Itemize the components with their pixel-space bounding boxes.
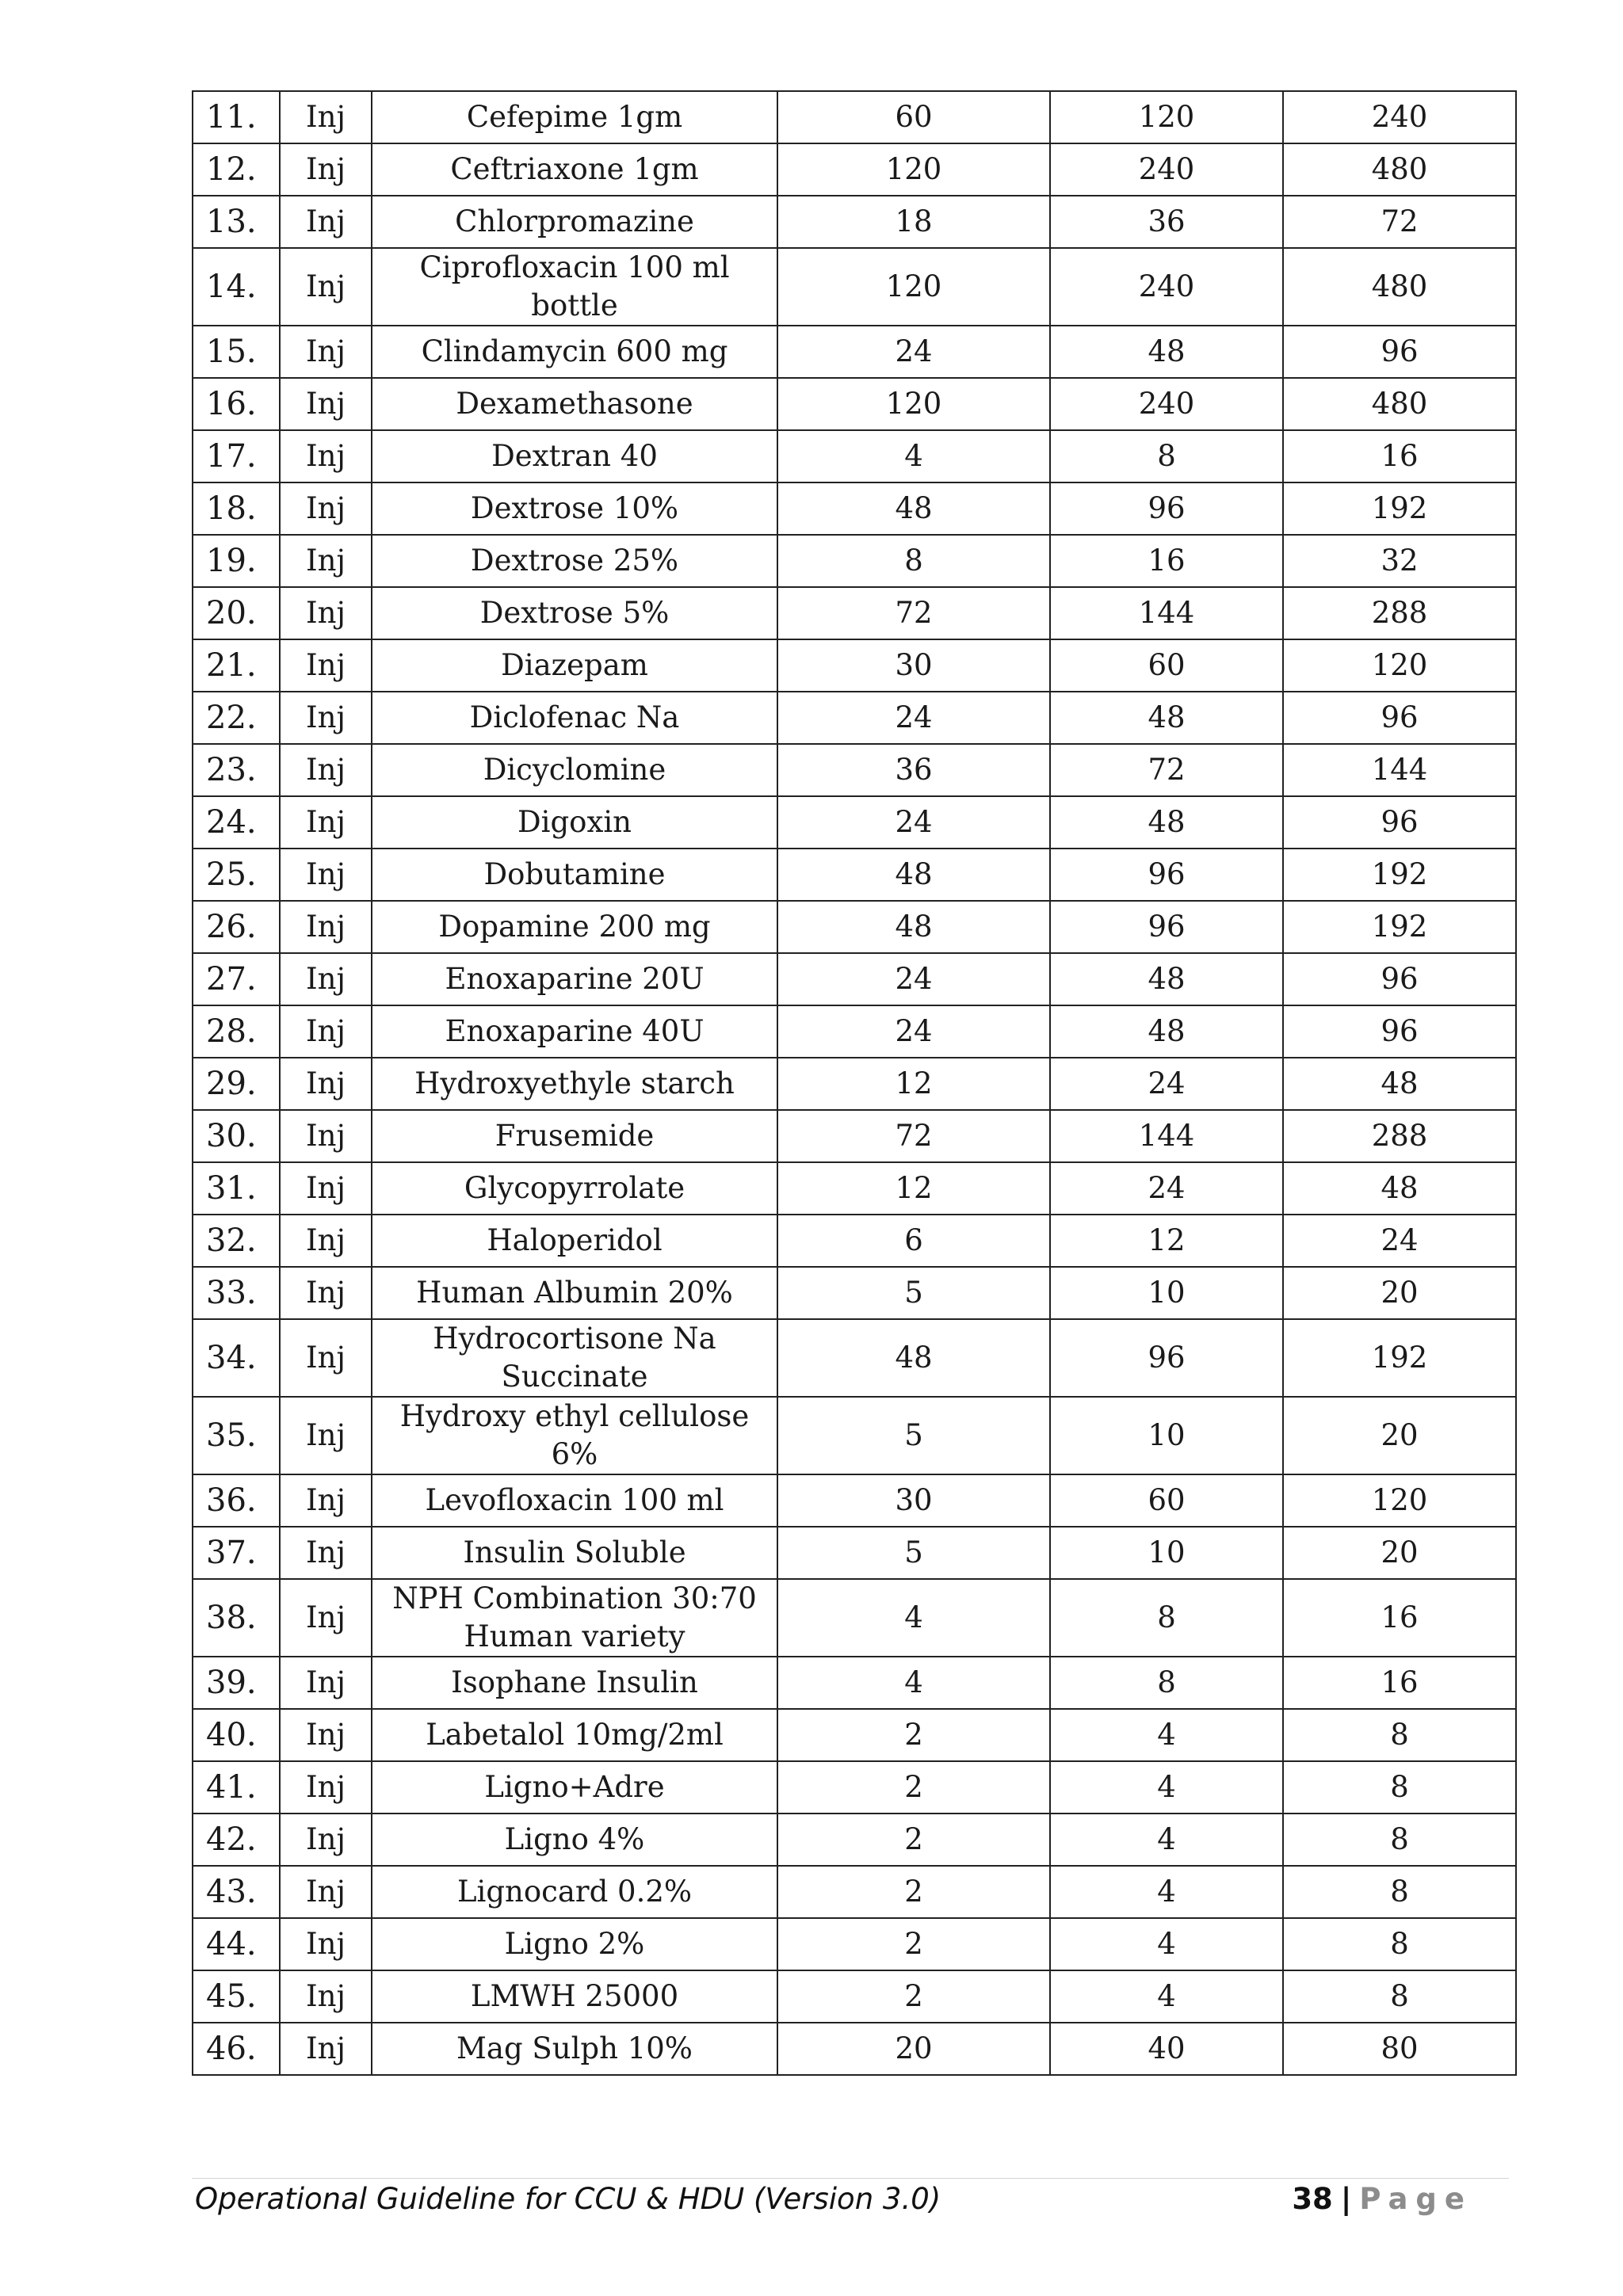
drug-name-cell: Hydrocortisone Na Succinate bbox=[372, 1319, 777, 1397]
quantity-col3-cell: 96 bbox=[1283, 692, 1516, 744]
dosage-form-cell: Inj bbox=[280, 1110, 372, 1162]
quantity-col2-cell: 48 bbox=[1050, 953, 1283, 1005]
dosage-form-cell: Inj bbox=[280, 535, 372, 587]
quantity-col3-cell: 20 bbox=[1283, 1267, 1516, 1319]
quantity-col2-cell: 72 bbox=[1050, 744, 1283, 796]
quantity-col2-cell: 8 bbox=[1050, 1657, 1283, 1709]
footer-page-indicator bbox=[1292, 2182, 1472, 2216]
dosage-form-cell: Inj bbox=[280, 1267, 372, 1319]
quantity-col1-cell: 12 bbox=[777, 1162, 1050, 1215]
serial-number-cell: 16. bbox=[193, 378, 280, 430]
drug-name-cell: Labetalol 10mg/2ml bbox=[372, 1709, 777, 1761]
quantity-col2-cell: 4 bbox=[1050, 1761, 1283, 1814]
page-separator: | bbox=[1340, 2182, 1352, 2216]
quantity-col2-cell: 10 bbox=[1050, 1267, 1283, 1319]
quantity-col2-cell: 40 bbox=[1050, 2023, 1283, 2075]
table-row bbox=[193, 1918, 1516, 1970]
serial-number-cell: 27. bbox=[193, 953, 280, 1005]
serial-number-cell: 14. bbox=[193, 248, 280, 326]
serial-number-cell: 38. bbox=[193, 1579, 280, 1657]
page-word: Page bbox=[1359, 2182, 1472, 2216]
table-row bbox=[193, 248, 1516, 326]
quantity-col3-cell: 192 bbox=[1283, 849, 1516, 901]
table-body bbox=[193, 91, 1516, 2075]
quantity-col1-cell: 24 bbox=[777, 692, 1050, 744]
dosage-form-cell: Inj bbox=[280, 1162, 372, 1215]
quantity-col3-cell: 80 bbox=[1283, 2023, 1516, 2075]
quantity-col2-cell: 96 bbox=[1050, 901, 1283, 953]
dosage-form-cell: Inj bbox=[280, 2023, 372, 2075]
quantity-col2-cell: 60 bbox=[1050, 639, 1283, 692]
quantity-col1-cell: 24 bbox=[777, 326, 1050, 378]
table-row bbox=[193, 1215, 1516, 1267]
dosage-form-cell: Inj bbox=[280, 1397, 372, 1474]
quantity-col1-cell: 2 bbox=[777, 1709, 1050, 1761]
drug-name-cell: NPH Combination 30:70 Human variety bbox=[372, 1579, 777, 1657]
dosage-form-cell: Inj bbox=[280, 1814, 372, 1866]
dosage-form-cell: Inj bbox=[280, 430, 372, 482]
serial-number-cell: 23. bbox=[193, 744, 280, 796]
quantity-col3-cell: 16 bbox=[1283, 430, 1516, 482]
table-row bbox=[193, 1397, 1516, 1474]
quantity-col2-cell: 48 bbox=[1050, 326, 1283, 378]
table-row bbox=[193, 692, 1516, 744]
serial-number-cell: 43. bbox=[193, 1866, 280, 1918]
quantity-col3-cell: 8 bbox=[1283, 1918, 1516, 1970]
quantity-col2-cell: 10 bbox=[1050, 1527, 1283, 1579]
quantity-col1-cell: 72 bbox=[777, 1110, 1050, 1162]
quantity-col1-cell: 18 bbox=[777, 196, 1050, 248]
quantity-col2-cell: 240 bbox=[1050, 378, 1283, 430]
table-row bbox=[193, 1162, 1516, 1215]
serial-number-cell: 12. bbox=[193, 143, 280, 196]
table-row bbox=[193, 1970, 1516, 2023]
quantity-col1-cell: 120 bbox=[777, 143, 1050, 196]
serial-number-cell: 45. bbox=[193, 1970, 280, 2023]
quantity-col3-cell: 8 bbox=[1283, 1709, 1516, 1761]
drug-name-cell: Dobutamine bbox=[372, 849, 777, 901]
table-row bbox=[193, 587, 1516, 639]
drug-name-cell: Chlorpromazine bbox=[372, 196, 777, 248]
drug-name-cell: Hydroxyethyle starch bbox=[372, 1058, 777, 1110]
quantity-col3-cell: 16 bbox=[1283, 1579, 1516, 1657]
table-row bbox=[193, 1527, 1516, 1579]
quantity-col1-cell: 48 bbox=[777, 1319, 1050, 1397]
table-row bbox=[193, 482, 1516, 535]
drug-name-cell: Glycopyrrolate bbox=[372, 1162, 777, 1215]
serial-number-cell: 15. bbox=[193, 326, 280, 378]
quantity-col1-cell: 4 bbox=[777, 430, 1050, 482]
quantity-col2-cell: 4 bbox=[1050, 1866, 1283, 1918]
dosage-form-cell: Inj bbox=[280, 849, 372, 901]
drug-name-cell: Dextran 40 bbox=[372, 430, 777, 482]
quantity-col2-cell: 16 bbox=[1050, 535, 1283, 587]
drug-name-cell: Dexamethasone bbox=[372, 378, 777, 430]
quantity-col1-cell: 4 bbox=[777, 1657, 1050, 1709]
drug-name-cell: Haloperidol bbox=[372, 1215, 777, 1267]
serial-number-cell: 41. bbox=[193, 1761, 280, 1814]
table-row bbox=[193, 639, 1516, 692]
drug-name-cell: Levofloxacin 100 ml bbox=[372, 1474, 777, 1527]
table-row bbox=[193, 744, 1516, 796]
dosage-form-cell: Inj bbox=[280, 378, 372, 430]
serial-number-cell: 30. bbox=[193, 1110, 280, 1162]
quantity-col2-cell: 36 bbox=[1050, 196, 1283, 248]
table-row bbox=[193, 1110, 1516, 1162]
quantity-col3-cell: 480 bbox=[1283, 248, 1516, 326]
quantity-col3-cell: 240 bbox=[1283, 91, 1516, 143]
dosage-form-cell: Inj bbox=[280, 692, 372, 744]
serial-number-cell: 28. bbox=[193, 1005, 280, 1058]
drug-name-cell: Ligno 2% bbox=[372, 1918, 777, 1970]
table-row bbox=[193, 535, 1516, 587]
quantity-col1-cell: 48 bbox=[777, 482, 1050, 535]
quantity-col1-cell: 36 bbox=[777, 744, 1050, 796]
drug-name-cell: Diclofenac Na bbox=[372, 692, 777, 744]
quantity-col3-cell: 120 bbox=[1283, 639, 1516, 692]
dosage-form-cell: Inj bbox=[280, 1579, 372, 1657]
serial-number-cell: 40. bbox=[193, 1709, 280, 1761]
dosage-form-cell: Inj bbox=[280, 1527, 372, 1579]
dosage-form-cell: Inj bbox=[280, 1319, 372, 1397]
dosage-form-cell: Inj bbox=[280, 143, 372, 196]
serial-number-cell: 33. bbox=[193, 1267, 280, 1319]
quantity-col1-cell: 4 bbox=[777, 1579, 1050, 1657]
table-row bbox=[193, 1709, 1516, 1761]
serial-number-cell: 24. bbox=[193, 796, 280, 849]
dosage-form-cell: Inj bbox=[280, 1005, 372, 1058]
drug-name-cell: Dextrose 5% bbox=[372, 587, 777, 639]
quantity-col2-cell: 96 bbox=[1050, 849, 1283, 901]
quantity-col1-cell: 72 bbox=[777, 587, 1050, 639]
quantity-col3-cell: 8 bbox=[1283, 1814, 1516, 1866]
drug-name-cell: Ligno 4% bbox=[372, 1814, 777, 1866]
table-row bbox=[193, 1058, 1516, 1110]
dosage-form-cell: Inj bbox=[280, 639, 372, 692]
quantity-col3-cell: 24 bbox=[1283, 1215, 1516, 1267]
quantity-col3-cell: 288 bbox=[1283, 1110, 1516, 1162]
quantity-col1-cell: 24 bbox=[777, 796, 1050, 849]
table-row bbox=[193, 1814, 1516, 1866]
quantity-col1-cell: 8 bbox=[777, 535, 1050, 587]
quantity-col1-cell: 30 bbox=[777, 1474, 1050, 1527]
drug-name-cell: Lignocard 0.2% bbox=[372, 1866, 777, 1918]
quantity-col3-cell: 8 bbox=[1283, 1866, 1516, 1918]
table-row bbox=[193, 430, 1516, 482]
drug-name-cell: LMWH 25000 bbox=[372, 1970, 777, 2023]
serial-number-cell: 35. bbox=[193, 1397, 280, 1474]
quantity-col2-cell: 4 bbox=[1050, 1970, 1283, 2023]
quantity-col3-cell: 120 bbox=[1283, 1474, 1516, 1527]
drug-name-cell: Clindamycin 600 mg bbox=[372, 326, 777, 378]
drug-name-cell: Cefepime 1gm bbox=[372, 91, 777, 143]
quantity-col1-cell: 2 bbox=[777, 1814, 1050, 1866]
quantity-col1-cell: 24 bbox=[777, 953, 1050, 1005]
serial-number-cell: 42. bbox=[193, 1814, 280, 1866]
quantity-col2-cell: 8 bbox=[1050, 1579, 1283, 1657]
dosage-form-cell: Inj bbox=[280, 482, 372, 535]
serial-number-cell: 11. bbox=[193, 91, 280, 143]
quantity-col2-cell: 12 bbox=[1050, 1215, 1283, 1267]
drug-quantity-table bbox=[192, 90, 1517, 2076]
quantity-col3-cell: 192 bbox=[1283, 901, 1516, 953]
quantity-col3-cell: 20 bbox=[1283, 1397, 1516, 1474]
quantity-col2-cell: 60 bbox=[1050, 1474, 1283, 1527]
quantity-col2-cell: 144 bbox=[1050, 1110, 1283, 1162]
table-row bbox=[193, 378, 1516, 430]
quantity-col3-cell: 480 bbox=[1283, 378, 1516, 430]
drug-name-cell: Ligno+Adre bbox=[372, 1761, 777, 1814]
serial-number-cell: 21. bbox=[193, 639, 280, 692]
serial-number-cell: 31. bbox=[193, 1162, 280, 1215]
table-row bbox=[193, 1005, 1516, 1058]
table-row bbox=[193, 1319, 1516, 1397]
drug-name-cell: Ciprofloxacin 100 ml bottle bbox=[372, 248, 777, 326]
drug-name-cell: Human Albumin 20% bbox=[372, 1267, 777, 1319]
table-row bbox=[193, 326, 1516, 378]
table-row bbox=[193, 91, 1516, 143]
quantity-col1-cell: 5 bbox=[777, 1267, 1050, 1319]
drug-name-cell: Dicyclomine bbox=[372, 744, 777, 796]
footer-divider bbox=[192, 2178, 1509, 2179]
quantity-col3-cell: 8 bbox=[1283, 1761, 1516, 1814]
table-row bbox=[193, 1866, 1516, 1918]
serial-number-cell: 19. bbox=[193, 535, 280, 587]
quantity-col2-cell: 240 bbox=[1050, 143, 1283, 196]
quantity-col1-cell: 5 bbox=[777, 1397, 1050, 1474]
serial-number-cell: 18. bbox=[193, 482, 280, 535]
dosage-form-cell: Inj bbox=[280, 196, 372, 248]
dosage-form-cell: Inj bbox=[280, 1058, 372, 1110]
quantity-col3-cell: 192 bbox=[1283, 1319, 1516, 1397]
dosage-form-cell: Inj bbox=[280, 953, 372, 1005]
table-row bbox=[193, 901, 1516, 953]
quantity-col1-cell: 12 bbox=[777, 1058, 1050, 1110]
dosage-form-cell: Inj bbox=[280, 1709, 372, 1761]
quantity-col1-cell: 60 bbox=[777, 91, 1050, 143]
quantity-col3-cell: 48 bbox=[1283, 1162, 1516, 1215]
drug-name-cell: Digoxin bbox=[372, 796, 777, 849]
quantity-col3-cell: 288 bbox=[1283, 587, 1516, 639]
serial-number-cell: 34. bbox=[193, 1319, 280, 1397]
quantity-col1-cell: 5 bbox=[777, 1527, 1050, 1579]
quantity-col2-cell: 24 bbox=[1050, 1058, 1283, 1110]
quantity-col2-cell: 24 bbox=[1050, 1162, 1283, 1215]
dosage-form-cell: Inj bbox=[280, 587, 372, 639]
serial-number-cell: 29. bbox=[193, 1058, 280, 1110]
dosage-form-cell: Inj bbox=[280, 1970, 372, 2023]
table-row bbox=[193, 2023, 1516, 2075]
quantity-col2-cell: 4 bbox=[1050, 1814, 1283, 1866]
dosage-form-cell: Inj bbox=[280, 796, 372, 849]
quantity-col1-cell: 2 bbox=[777, 1866, 1050, 1918]
quantity-col1-cell: 120 bbox=[777, 378, 1050, 430]
table-row bbox=[193, 849, 1516, 901]
quantity-col2-cell: 48 bbox=[1050, 692, 1283, 744]
serial-number-cell: 26. bbox=[193, 901, 280, 953]
serial-number-cell: 46. bbox=[193, 2023, 280, 2075]
table-row bbox=[193, 1474, 1516, 1527]
quantity-col3-cell: 480 bbox=[1283, 143, 1516, 196]
drug-name-cell: Mag Sulph 10% bbox=[372, 2023, 777, 2075]
quantity-col2-cell: 48 bbox=[1050, 1005, 1283, 1058]
drug-name-cell: Frusemide bbox=[372, 1110, 777, 1162]
drug-name-cell: Isophane Insulin bbox=[372, 1657, 777, 1709]
table-row bbox=[193, 196, 1516, 248]
quantity-col2-cell: 48 bbox=[1050, 796, 1283, 849]
quantity-col2-cell: 10 bbox=[1050, 1397, 1283, 1474]
quantity-col3-cell: 192 bbox=[1283, 482, 1516, 535]
quantity-col2-cell: 4 bbox=[1050, 1709, 1283, 1761]
serial-number-cell: 44. bbox=[193, 1918, 280, 1970]
quantity-col3-cell: 48 bbox=[1283, 1058, 1516, 1110]
quantity-col1-cell: 48 bbox=[777, 849, 1050, 901]
quantity-col1-cell: 2 bbox=[777, 1918, 1050, 1970]
quantity-col2-cell: 96 bbox=[1050, 1319, 1283, 1397]
serial-number-cell: 32. bbox=[193, 1215, 280, 1267]
quantity-col3-cell: 96 bbox=[1283, 1005, 1516, 1058]
quantity-col1-cell: 48 bbox=[777, 901, 1050, 953]
quantity-col2-cell: 120 bbox=[1050, 91, 1283, 143]
dosage-form-cell: Inj bbox=[280, 1474, 372, 1527]
quantity-col1-cell: 30 bbox=[777, 639, 1050, 692]
quantity-col3-cell: 96 bbox=[1283, 326, 1516, 378]
page-number: 38 bbox=[1292, 2182, 1333, 2216]
quantity-col3-cell: 16 bbox=[1283, 1657, 1516, 1709]
dosage-form-cell: Inj bbox=[280, 1657, 372, 1709]
quantity-col3-cell: 32 bbox=[1283, 535, 1516, 587]
quantity-col3-cell: 72 bbox=[1283, 196, 1516, 248]
dosage-form-cell: Inj bbox=[280, 91, 372, 143]
serial-number-cell: 22. bbox=[193, 692, 280, 744]
quantity-col3-cell: 96 bbox=[1283, 953, 1516, 1005]
dosage-form-cell: Inj bbox=[280, 901, 372, 953]
serial-number-cell: 17. bbox=[193, 430, 280, 482]
table-row bbox=[193, 1761, 1516, 1814]
table-row bbox=[193, 1657, 1516, 1709]
drug-name-cell: Ceftriaxone 1gm bbox=[372, 143, 777, 196]
drug-name-cell: Dextrose 10% bbox=[372, 482, 777, 535]
dosage-form-cell: Inj bbox=[280, 1215, 372, 1267]
footer-document-title: Operational Guideline for CCU & HDU (Version 3.0) bbox=[195, 2182, 941, 2216]
drug-name-cell: Dextrose 25% bbox=[372, 535, 777, 587]
quantity-col1-cell: 2 bbox=[777, 1761, 1050, 1814]
dosage-form-cell: Inj bbox=[280, 744, 372, 796]
drug-name-cell: Dopamine 200 mg bbox=[372, 901, 777, 953]
table-row bbox=[193, 953, 1516, 1005]
drug-name-cell: Insulin Soluble bbox=[372, 1527, 777, 1579]
serial-number-cell: 25. bbox=[193, 849, 280, 901]
quantity-col2-cell: 4 bbox=[1050, 1918, 1283, 1970]
serial-number-cell: 36. bbox=[193, 1474, 280, 1527]
quantity-col1-cell: 2 bbox=[777, 1970, 1050, 2023]
quantity-col2-cell: 8 bbox=[1050, 430, 1283, 482]
quantity-col3-cell: 8 bbox=[1283, 1970, 1516, 2023]
quantity-col3-cell: 144 bbox=[1283, 744, 1516, 796]
dosage-form-cell: Inj bbox=[280, 1761, 372, 1814]
serial-number-cell: 13. bbox=[193, 196, 280, 248]
dosage-form-cell: Inj bbox=[280, 1918, 372, 1970]
drug-name-cell: Hydroxy ethyl cellulose 6% bbox=[372, 1397, 777, 1474]
quantity-col2-cell: 96 bbox=[1050, 482, 1283, 535]
serial-number-cell: 37. bbox=[193, 1527, 280, 1579]
serial-number-cell: 39. bbox=[193, 1657, 280, 1709]
dosage-form-cell: Inj bbox=[280, 248, 372, 326]
table-row bbox=[193, 1579, 1516, 1657]
drug-name-cell: Enoxaparine 20U bbox=[372, 953, 777, 1005]
dosage-form-cell: Inj bbox=[280, 1866, 372, 1918]
quantity-col2-cell: 144 bbox=[1050, 587, 1283, 639]
quantity-col1-cell: 120 bbox=[777, 248, 1050, 326]
drug-name-cell: Enoxaparine 40U bbox=[372, 1005, 777, 1058]
drug-name-cell: Diazepam bbox=[372, 639, 777, 692]
table-row bbox=[193, 796, 1516, 849]
table-row bbox=[193, 143, 1516, 196]
table-row bbox=[193, 1267, 1516, 1319]
dosage-form-cell: Inj bbox=[280, 326, 372, 378]
quantity-col1-cell: 20 bbox=[777, 2023, 1050, 2075]
quantity-col3-cell: 96 bbox=[1283, 796, 1516, 849]
quantity-col2-cell: 240 bbox=[1050, 248, 1283, 326]
quantity-col1-cell: 24 bbox=[777, 1005, 1050, 1058]
quantity-col1-cell: 6 bbox=[777, 1215, 1050, 1267]
serial-number-cell: 20. bbox=[193, 587, 280, 639]
quantity-col3-cell: 20 bbox=[1283, 1527, 1516, 1579]
